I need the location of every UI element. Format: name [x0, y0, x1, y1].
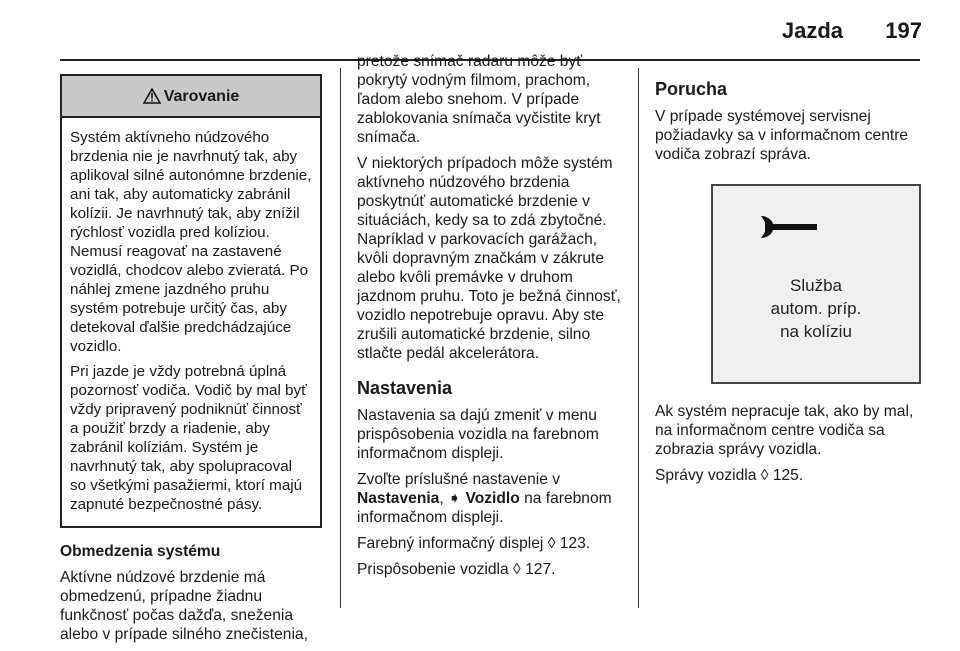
reference-messages: [655, 466, 921, 485]
warning-header: [62, 76, 320, 118]
column-middle: [357, 52, 621, 586]
reference-messages-text: Správy vozidla: [655, 467, 757, 484]
reference-arrow-icon: ◊: [760, 467, 769, 484]
warning-paragraph-2: Pri jazde je vždy potrebná úplná pozornosť vodiča. Vodič by mal byť vždy pripravený podniknúť činnosť a použiť brzdy a riadenie, aby zabránil kolíziám. Systém je navrhnutý tak, aby spolupracoval so všetkými pasažiermi, ktorí majú zapnuté bezpečnostné pásy.: [70, 363, 307, 513]
column-right: [655, 78, 921, 492]
menu-vehicle: Vozidlo: [465, 490, 520, 507]
page-number: 197: [885, 18, 922, 43]
reference-messages-page: 125.: [772, 467, 804, 484]
reference-customization-page: 127.: [525, 561, 556, 578]
warning-title: Varovanie: [163, 87, 240, 105]
reference-arrow-icon: ◊: [513, 561, 521, 578]
fault-paragraph-1: V prípade systémovej servisnej požiadavky sa v informačnom centre vodiča zobrazí správa.: [655, 108, 909, 163]
settings-prefix: Zvoľte príslušné nastavenie v: [357, 471, 561, 488]
warning-box: [60, 74, 322, 528]
settings-heading: Nastavenia: [357, 378, 453, 398]
column-divider-1: [340, 68, 341, 608]
limits-heading: Obmedzenia systému: [60, 543, 221, 560]
warning-paragraph-1: Systém aktívneho núdzového brzdenia nie je navrhnutý tak, aby aplikoval silné autonómne brzdenie, ani tak, aby automaticky zabránil kolízii. Je navrhnutý tak, aby znížil rýchlosť vozidla pred kolíziou. Nemusí reagovať na zastavené vozidlá, chodcov alebo zvieratá. Po náhlej zmene jazdného pruhu systém potrebuje určitý čas, aby detekoval ďalšie predchádzajúce vozidlo.: [70, 129, 312, 355]
reference-display-page: 123.: [559, 535, 591, 552]
braking-paragraph: V niektorých prípadoch môže systém aktívneho núdzového brzdenia poskytnúť automatické brzdenie v situáciách, kedy sa to zdá zbytočné. Napríklad v parkovacích garážach, kvôli dopravným značkám v zákrute alebo kvôli premávke v druhom jazdnom pruhu. Toto je bežná činnosť, vozidlo nepotrebuje opravu. Aby ste zrušili automatické brzdenie, silno stlačte pedál akcelerátora.: [357, 155, 621, 362]
settings-paragraph-2: [357, 470, 621, 527]
display-line-1: Služba: [790, 276, 842, 295]
menu-separator: ,: [439, 490, 449, 507]
driver-info-display: [711, 184, 921, 384]
reference-customization: [357, 560, 621, 579]
radar-paragraph: pretože snímač radaru môže byť pokrytý vodným filmom, prachom, ľadom alebo snehom. V prípade zablokovania snímača vyčistite kryt snímača.: [357, 53, 601, 146]
reference-display: [357, 534, 621, 553]
limits-text: Aktívne núdzové brzdenie má obmedzenú, prípadne žiadnu funkčnosť počas dažďa, sneženia alebo v prípade silného znečistenia,: [60, 569, 308, 643]
reference-arrow-icon: ◊: [547, 535, 556, 552]
reference-display-text: Farebný informačný displej: [357, 535, 544, 552]
display-message: [713, 274, 919, 343]
column-divider-2: [638, 68, 639, 608]
fault-paragraph-2: Ak systém nepracuje tak, ako by mal, na informačnom centre vodiča sa zobrazia správy vozidla.: [655, 403, 914, 458]
menu-settings: Nastavenia: [357, 490, 440, 507]
settings-suffix: na farebnom informačnom displeji.: [357, 490, 612, 526]
warning-triangle-icon: [143, 88, 161, 104]
settings-paragraph-1: Nastavenia sa dajú zmeniť v menu prispôsobenia vozidla na farebnom informačnom displeji.: [357, 407, 599, 462]
chapter-title: Jazda: [781, 18, 843, 43]
wrench-icon: [757, 212, 877, 242]
column-left: [60, 74, 324, 651]
warning-body: [62, 118, 320, 526]
fault-heading: Porucha: [655, 79, 728, 99]
display-line-3: na kolíziu: [780, 322, 852, 341]
page-header: [0, 0, 960, 60]
reference-customization-text: Prispôsobenie vozidla: [357, 561, 509, 578]
display-line-2: autom. príp.: [770, 299, 862, 318]
arrow-right-icon: ➧: [448, 490, 462, 507]
